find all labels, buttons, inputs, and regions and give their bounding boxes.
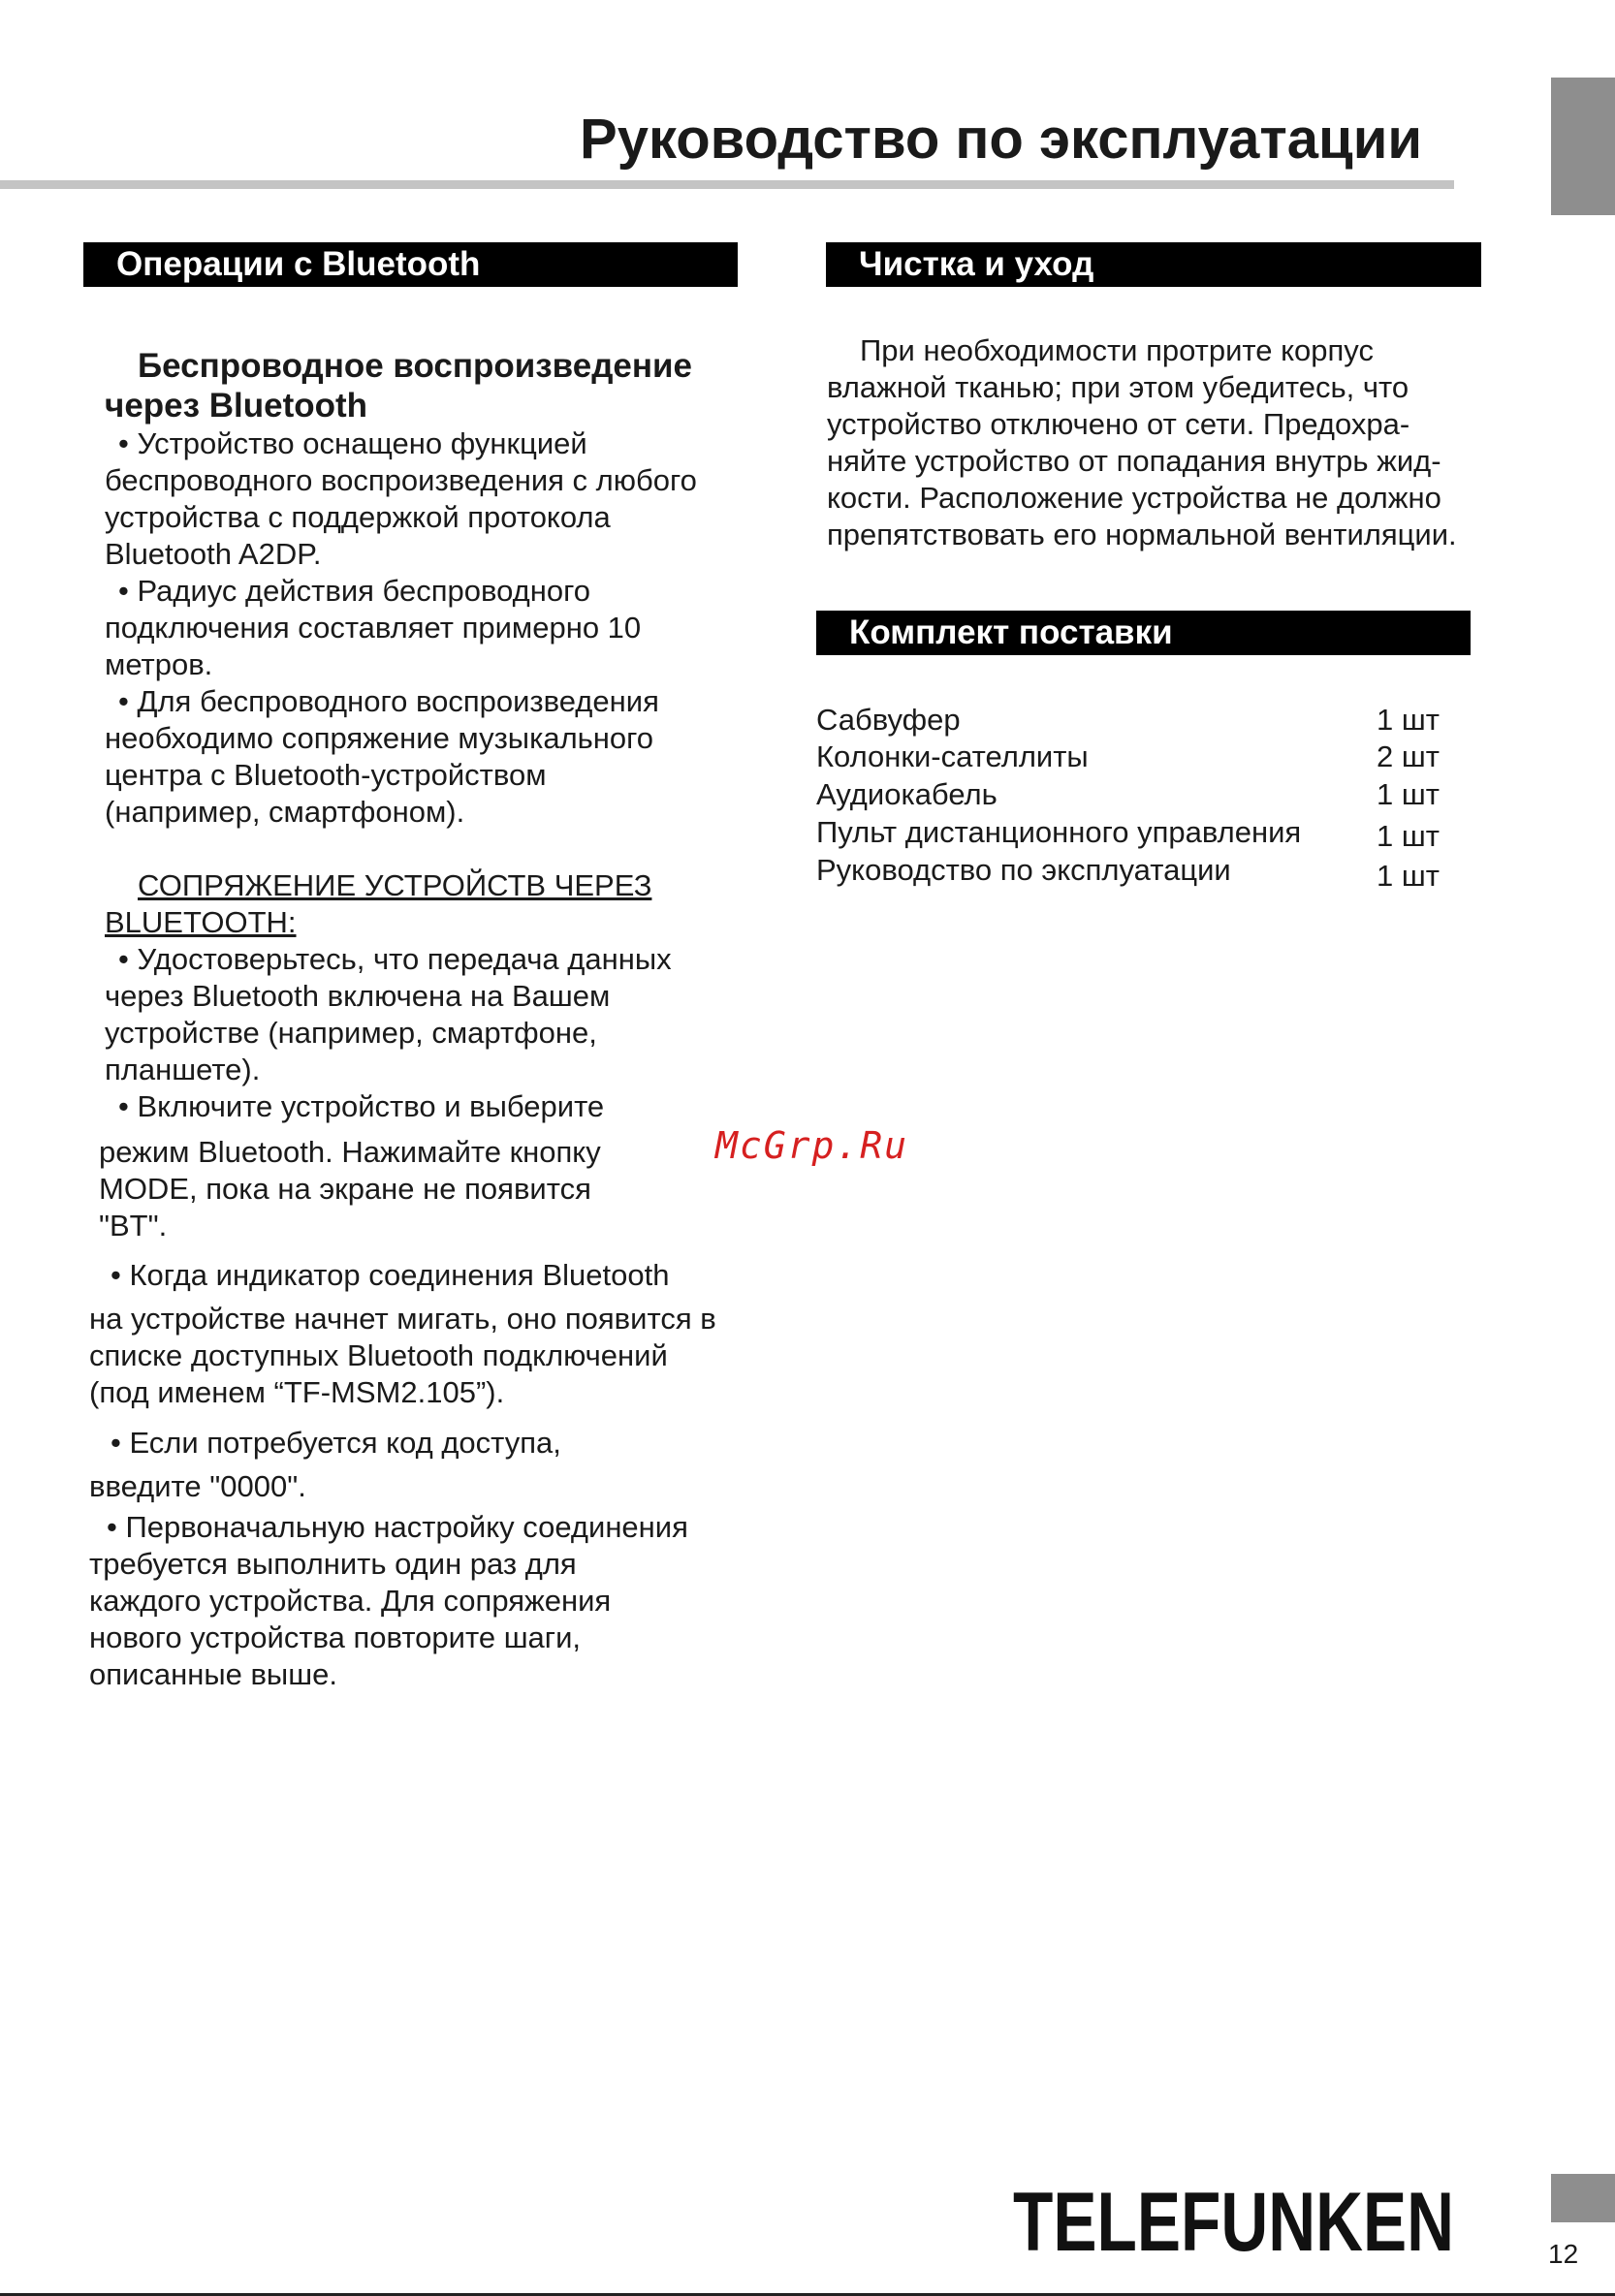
text-line: центра с Bluetooth-устройством [105,758,547,792]
text-line: • Радиус действия беспроводного [118,574,590,608]
kit-item-name: Сабвуфер [816,703,961,737]
text-line: устройство отключено от сети. Предохра- [827,407,1410,441]
text-line: • Удостоверьтесь, что передача данных [118,942,672,976]
text-line: • Устройство оснащено функцией [118,426,587,460]
text-line: метров. [105,647,213,681]
pairing-heading-line-2: BLUETOOTH: [105,905,297,939]
side-tab-bottom [1551,2174,1615,2222]
text-line: на устройстве начнет мигать, оно появится в [89,1302,716,1336]
text-line: через Bluetooth включена на Вашем [105,979,611,1013]
cleaning-text [827,332,1457,553]
text-line: подключения составляет примерно 10 [105,611,642,645]
section-bluetooth-title: Операции с Bluetooth [83,242,738,287]
telefunken-logo [1013,2181,1459,2258]
kit-item-qty: 1 шт [1377,819,1440,853]
text-line: Bluetooth A2DP. [105,537,322,571]
text-line: планшете). [105,1053,261,1086]
text-line: влажной тканью; при этом убедитесь, что [827,370,1409,404]
bullet-range [105,573,641,683]
kit-item-name: Руководство по эксплуатации [816,853,1231,887]
kit-item-name: Пульт дистанционного управления [816,815,1302,849]
side-tab-top [1551,78,1615,215]
kit-item-qty: 1 шт [1377,703,1440,737]
step-indicator-first: • Когда индикатор соединения Bluetooth [111,1258,670,1292]
text-line: требуется выполнить один раз для [89,1547,577,1581]
watermark-link[interactable]: McGrp.Ru [715,1124,909,1167]
text-line: (например, смартфоном). [105,795,465,829]
page-title: Руководство по эксплуатации [580,108,1422,171]
text-line: беспроводного воспроизведения с любого [105,463,697,497]
text-line: устройстве (например, смартфоне, [105,1016,597,1050]
bullet-pairing-required [105,683,659,831]
brand-text: TELEFUNKEN [1013,2181,1454,2258]
text-line: кости. Расположение устройства не должно [827,481,1441,515]
step-passcode-first: • Если потребуется код доступа, [111,1426,561,1460]
step-initial-setup [89,1509,688,1693]
subheading-line-2: через Bluetooth [105,387,368,425]
text-line: (под именем “TF-MSM2.105”). [89,1375,505,1409]
step-indicator [89,1301,716,1411]
text-line: MODE, пока на экране не появится [99,1172,591,1206]
kit-item-qty: 1 шт [1377,777,1440,811]
text-line: • Первоначальную настройку соединения [107,1510,688,1544]
kit-item-name: Аудиокабель [816,777,998,811]
kit-item [816,739,1446,775]
kit-item [816,852,1446,893]
bullet-a2dp [105,425,697,573]
text-line: нового устройства повторите шаги, [89,1620,582,1654]
text-line: При необходимости протрите корпус [860,333,1374,367]
section-cleaning-title: Чистка и уход [826,242,1481,287]
step-passcode: введите "0000". [89,1469,306,1503]
text-line: каждого устройства. Для сопряжения [89,1584,612,1618]
kit-item-name: Колонки-сателлиты [816,739,1089,773]
title-rule [0,180,1454,189]
step-mode [99,1134,601,1244]
text-line: описанные выше. [89,1657,337,1691]
text-line: устройства с поддержкой протокола [105,500,611,534]
kit-item-qty: 1 шт [1377,859,1440,893]
text-line: препятствовать его нормальной вентиляции. [827,518,1457,551]
kit-item [816,776,1446,813]
step-mode-first: • Включите устройство и выберите [118,1089,605,1123]
text-line: списке доступных Bluetooth подключений [89,1338,668,1372]
text-line: "BT". [99,1209,168,1242]
text-line: няйте устройство от попадания внутрь жид- [827,444,1441,478]
section-kit-title: Комплект поставки [816,611,1471,655]
page-number: 12 [1548,2239,1579,2269]
kit-item [816,702,1446,739]
subheading-line-1: Беспроводное воспроизведение [138,347,692,385]
text-line: • Для беспроводного воспроизведения [118,684,659,718]
text-line: режим Bluetooth. Нажимайте кнопку [99,1135,601,1169]
text-line: необходимо сопряжение музыкального [105,721,654,755]
kit-item-qty: 2 шт [1377,739,1440,773]
step-enable-bluetooth [105,941,672,1088]
kit-item [816,814,1446,851]
pairing-heading-line-1: СОПРЯЖЕНИЕ УСТРОЙСТВ ЧЕРЕЗ [138,868,652,902]
